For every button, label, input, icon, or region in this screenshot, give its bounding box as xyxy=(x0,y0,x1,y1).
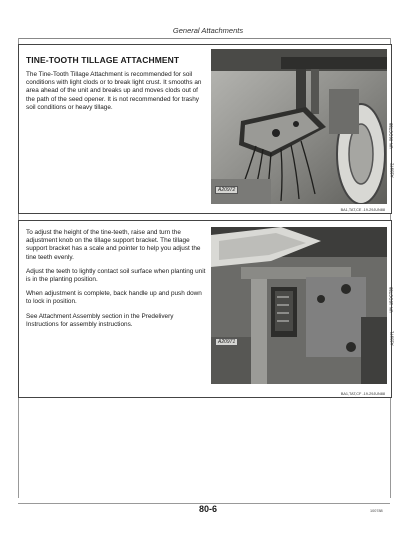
figure-side-code-id: A20972 xyxy=(389,163,394,178)
figure-side-code-id: A20971 xyxy=(389,331,394,346)
page-number: 80-6 xyxy=(198,504,217,514)
figure-label: A20972 xyxy=(215,186,238,194)
figure-side-code: UN-06OCT88 xyxy=(389,123,394,149)
adjustment-illustration xyxy=(211,227,387,384)
tine-tooth-text xyxy=(26,45,206,112)
tine-tooth-section xyxy=(18,44,392,214)
figure-reference: BA1,TAT,CE -19-29JUN88 xyxy=(340,208,385,212)
tine-tooth-illustration xyxy=(211,49,387,204)
page-code: 100788 xyxy=(370,509,383,513)
figure-reference: BA1,TAT,CF -19-29JUN88 xyxy=(340,392,385,396)
figure-label: A20971 xyxy=(215,338,238,346)
section-title: TINE-TOOTH TILLAGE ATTACHMENT xyxy=(26,55,180,65)
figure-side-code: UN-15OCT88 xyxy=(389,287,394,313)
adjustment-section xyxy=(18,220,392,398)
adjustment-text xyxy=(26,223,206,329)
section-paragraph: To adjust the height of the tine-teeth, raise and turn the adjustment knob on the tillage support bracket. The tillage support bracket has a scale and pointer to help you adjust the tine teeth evenly. xyxy=(26,229,201,261)
section-paragraph: Adjust the teeth to lightly contact soil surface when planting unit is in the planting position. xyxy=(26,267,206,284)
tine-tooth-attachment-photo xyxy=(211,49,387,204)
adjustment-knob-photo xyxy=(211,227,387,384)
page-header: General Attachments xyxy=(172,26,244,35)
section-paragraph: The Tine-Tooth Tillage Attachment is recommended for soil conditions with light clods or to break light crust. It smooths an area ahead of the unit and breaks up and moves clods out of the path of the seed opener. It is not recommended for trashy soil conditions or heavy tillage. xyxy=(26,71,202,111)
section-paragraph: When adjustment is complete, back handle up and push down to lock in position. xyxy=(26,290,202,306)
header-rule xyxy=(18,38,390,39)
section-paragraph: See Attachment Assembly section in the Predelivery Instructions for assembly instructions. xyxy=(26,312,174,328)
